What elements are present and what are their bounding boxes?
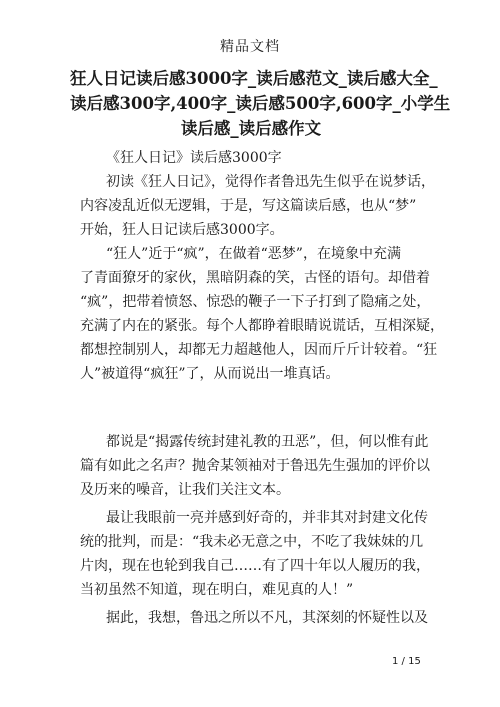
body-line: 充满了内在的紧张。每个人都睁着眼睛说谎话，互相深疑， <box>80 318 444 334</box>
body-line: 《狂人日记》读后感3000字 <box>106 150 282 166</box>
body-line: 初读《狂人日记》，觉得作者鲁迅先生似乎在说梦话， <box>106 174 435 190</box>
title-line: 读后感300字,400字_读后感500字,600字_小学生 <box>70 94 451 113</box>
body-line: 都说是“揭露传统封建礼教的丑恶”，但，何以惟有此 <box>106 434 429 450</box>
body-line: 内容凌乱近似无逻辑，于是，写这篇读后感，也从“梦” <box>80 198 417 214</box>
body-line: 最让我眼前一亮并感到好奇的，并非其对封建文化传 <box>106 510 428 526</box>
document-title <box>70 66 451 141</box>
body-line: 了青面獠牙的家伙，黑暗阴森的笑，古怪的语句。却借着 <box>80 270 430 286</box>
body-line: 人”被道得“疯狂”了，从而说出一堆真话。 <box>80 366 340 382</box>
body-line: 开始，狂人日记读后感3000字。 <box>80 222 284 238</box>
title-line: 读后感_读后感作文 <box>180 119 322 138</box>
title-line: 狂人日记读后感3000字_读后感范文_读后感大全_ <box>70 69 438 88</box>
body-line: 都想控制别人，却都无力超越他人，因而斤斤计较着。“狂 <box>80 342 438 358</box>
body-line: 当初虽然不知道，现在明白，难见真的人！” <box>80 582 354 598</box>
page-number: 1 / 15 <box>392 656 421 667</box>
body-line: 统的批判，而是：“我未必无意之中，不吃了我妹妹的几 <box>80 534 424 550</box>
body-line: 片肉，现在也轮到我自己……有了四十年以人履历的我， <box>80 558 430 574</box>
header-label: 精品文档 <box>220 39 280 55</box>
body-line: “狂人”近于“疯”，在做着“恶梦”，在境象中充满 <box>106 246 401 262</box>
body-line: 篇有如此之名声？抛舍某领袖对于鲁迅先生强加的评价以 <box>80 458 430 474</box>
body-line: 及历来的噪音，让我们关注文本。 <box>80 482 290 498</box>
body-line: 据此，我想，鲁迅之所以不凡，其深刻的怀疑性以及 <box>106 610 428 626</box>
body-line: “疯”，把带着愤怒、惊恐的鞭子一下子打到了隐痛之处， <box>80 294 431 310</box>
